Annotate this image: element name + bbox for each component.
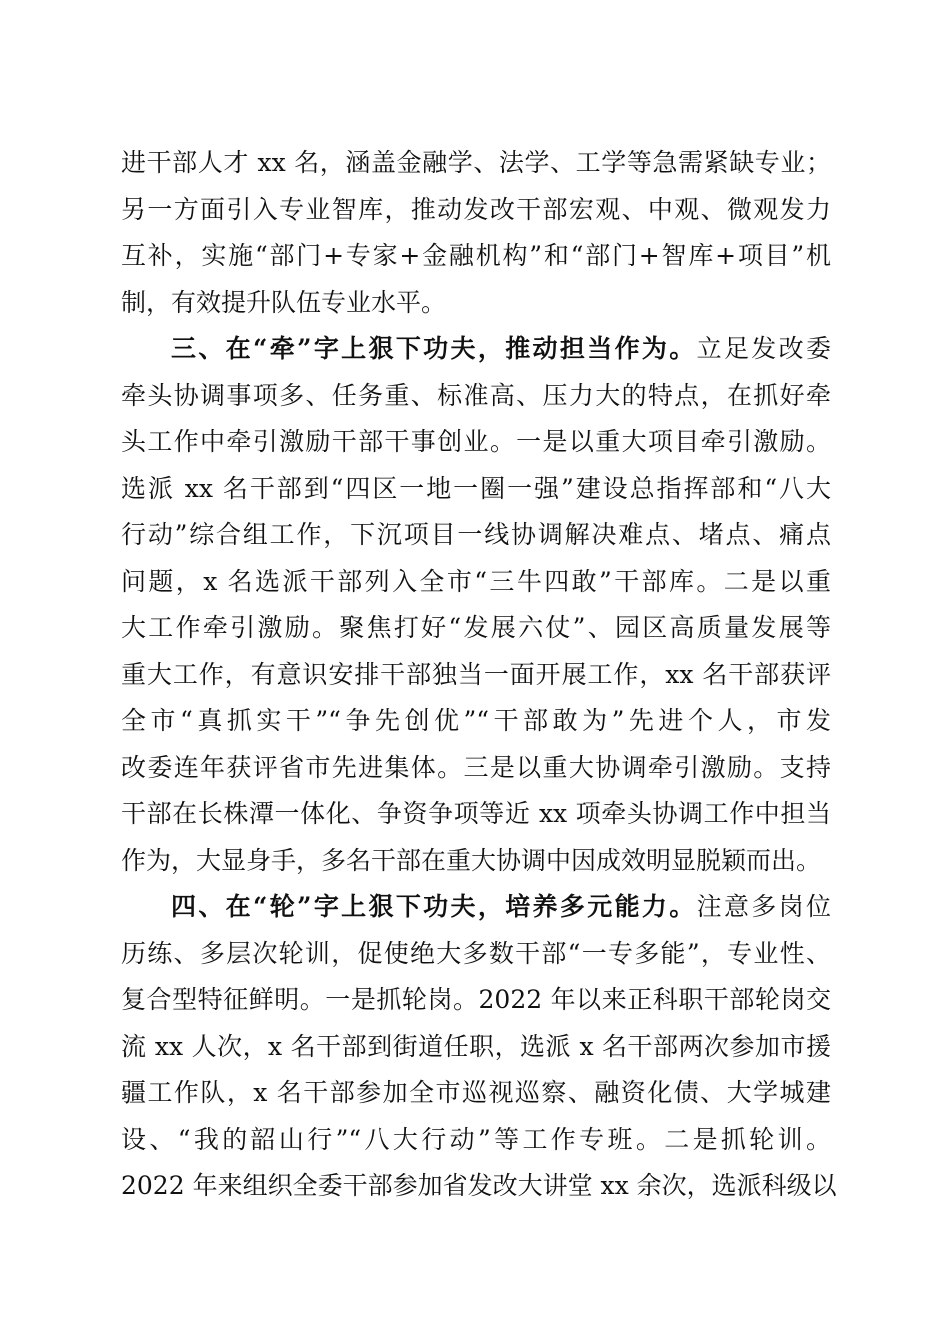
text-line: 行动”综合组工作，下沉项目一线协调解决难点、堵点、痛点 xyxy=(121,520,831,549)
text-line-with-heading xyxy=(121,884,831,931)
text-line: 作为，大显身手，多名干部在重大协调中因成效明显脱颖而出。 xyxy=(121,845,822,875)
text-fragment: 立足发改委 xyxy=(696,334,831,363)
text-line: 进干部人才 xx 名，涵盖金融学、法学、工学等急需紧缺专业； xyxy=(121,148,831,177)
document-body xyxy=(121,140,837,1210)
section-heading: 四、在“轮”字上狠下功夫，培养多元能力。 xyxy=(171,892,697,921)
text-line: 全市“真抓实干”“争先创优”“干部敢为”先进个人，市发 xyxy=(121,706,831,735)
text-line: 重大工作，有意识安排干部独当一面开展工作，xx 名干部获评 xyxy=(121,659,831,689)
text-line: 头工作中牵引激励干部干事创业。一是以重大项目牵引激励。 xyxy=(121,427,831,456)
text-line: 大工作牵引激励。聚焦打好“发展六仗”、园区高质量发展等 xyxy=(121,613,831,642)
text-line: 干部在长株潭一体化、争资争项等近 xx 项牵头协调工作中担当 xyxy=(121,799,831,828)
text-line: 互补，实施“部门+专家+金融机构”和“部门+智库+项目”机 xyxy=(121,241,831,270)
section-heading: 三、在“牵”字上狠下功夫，推动担当作为。 xyxy=(171,334,697,363)
text-line: 设、“我的韶山行”“八大行动”等工作专班。二是抓轮训。 xyxy=(121,1124,831,1154)
text-line: 2022 年来组织全委干部参加省发改大讲堂 xx 余次，选派科级以 xyxy=(121,1171,837,1200)
text-line: 复合型特征鲜明。一是抓轮岗。2022 年以来正科职干部轮岗交 xyxy=(121,985,831,1014)
text-line: 问题，x 名选派干部列入全市“三牛四敢”干部库。二是以重 xyxy=(121,566,831,596)
text-line: 选派 xx 名干部到“四区一地一圈一强”建设总指挥部和“八大 xyxy=(121,473,831,503)
text-line: 另一方面引入专业智库，推动发改干部宏观、中观、微观发力 xyxy=(121,194,831,224)
text-line-with-heading xyxy=(121,326,831,373)
text-line: 历练、多层次轮训，促使绝大多数干部“一专多能”，专业性、 xyxy=(121,938,831,968)
text-line: 改委连年获评省市先进集体。三是以重大协调牵引激励。支持 xyxy=(121,752,831,782)
text-line: 牵头协调事项多、任务重、标准高、压力大的特点，在抓好牵 xyxy=(121,380,831,410)
paragraph-section-three xyxy=(121,326,831,884)
text-line: 疆工作队，x 名干部参加全市巡视巡察、融资化债、大学城建 xyxy=(121,1078,831,1107)
paragraph-section-four xyxy=(121,884,837,1210)
text-line: 流 xx 人次，x 名干部到街道任职，选派 x 名干部两次参加市援 xyxy=(121,1031,831,1061)
text-line: 制，有效提升队伍专业水平。 xyxy=(121,287,447,317)
text-fragment: 注意多岗位 xyxy=(696,892,831,921)
paragraph-continuation xyxy=(121,140,831,326)
